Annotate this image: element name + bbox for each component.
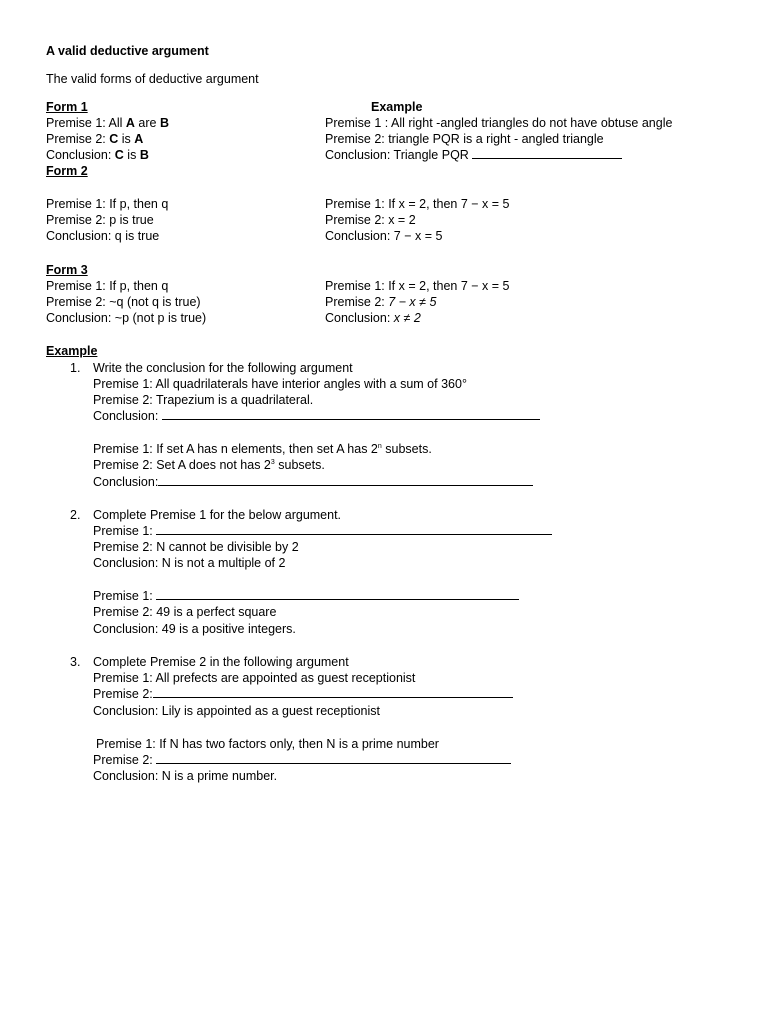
form1-heading: Form 1 xyxy=(46,100,88,114)
answer-blank[interactable] xyxy=(156,588,519,600)
question-3-number: 3. xyxy=(70,655,81,669)
form3-heading: Form 3 xyxy=(46,263,88,277)
form2-example-premise1: Premise 1: If x = 2, then 7 − x = 5 xyxy=(325,197,510,211)
form1-premise1: Premise 1: All A are B xyxy=(46,116,169,130)
q3b-premise2: Premise 2: xyxy=(93,752,511,768)
form3-conclusion: Conclusion: ~p (not p is true) xyxy=(46,311,207,325)
form2-example-premise2: Premise 2: x = 2 xyxy=(325,213,416,227)
question-2-instruction: Complete Premise 1 for the below argument. xyxy=(93,508,342,522)
form3-premise2: Premise 2: ~q (not q is true) xyxy=(46,295,201,309)
form3-premise1: Premise 1: If p, then q xyxy=(46,279,169,293)
answer-blank[interactable] xyxy=(158,474,533,486)
q2a-premise2: Premise 2: N cannot be divisible by 2 xyxy=(93,540,299,554)
q2b-premise2: Premise 2: 49 is a perfect square xyxy=(93,605,277,619)
form3-example-conclusion: Conclusion: x ≠ 2 xyxy=(325,311,421,325)
q3b-conclusion: Conclusion: N is a prime number. xyxy=(93,769,278,783)
form2-heading: Form 2 xyxy=(46,164,88,178)
form1-example-premise1: Premise 1 : All right -angled triangles do not have obtuse angle xyxy=(325,116,673,130)
question-2-number: 2. xyxy=(70,508,81,522)
q1b-premise1: Premise 1: If set A has n elements, then set A has 2$^n$ subsets. xyxy=(93,442,432,456)
q2a-conclusion: Conclusion: N is not a multiple of 2 xyxy=(93,556,286,570)
q1b-conclusion: Conclusion: xyxy=(93,474,533,490)
answer-blank[interactable] xyxy=(156,752,511,764)
answer-blank[interactable] xyxy=(156,523,552,535)
form1-example-premise2: Premise 2: triangle PQR is a right - angled triangle xyxy=(325,132,604,146)
answer-blank[interactable] xyxy=(162,408,540,420)
form3-example-premise1: Premise 1: If x = 2, then 7 − x = 5 xyxy=(325,279,510,293)
q1a-conclusion: Conclusion: xyxy=(93,408,540,424)
example-heading: Example xyxy=(46,344,98,358)
form1-conclusion: Conclusion: C is B xyxy=(46,148,149,162)
form1-premise2: Premise 2: C is A xyxy=(46,132,144,146)
example-column-header: Example xyxy=(371,100,423,114)
q3a-conclusion: Conclusion: Lily is appointed as a guest receptionist xyxy=(93,704,380,718)
q3b-premise1: Premise 1: If N has two factors only, then N is a prime number xyxy=(96,737,439,751)
form2-example-conclusion: Conclusion: 7 − x = 5 xyxy=(325,229,443,243)
form1-example-conclusion: Conclusion: Triangle PQR xyxy=(325,147,622,163)
form3-example-premise2: Premise 2: 7 − x ≠ 5 xyxy=(325,295,437,309)
question-3-instruction: Complete Premise 2 in the following argument xyxy=(93,655,349,669)
answer-blank[interactable] xyxy=(153,686,513,698)
form2-conclusion: Conclusion: q is true xyxy=(46,229,160,243)
q2a-premise1: Premise 1: xyxy=(93,523,552,539)
question-1-instruction: Write the conclusion for the following argument xyxy=(93,361,353,375)
form2-premise1: Premise 1: If p, then q xyxy=(46,197,169,211)
question-1-number: 1. xyxy=(70,361,81,375)
q2b-conclusion: Conclusion: 49 is a positive integers. xyxy=(93,622,296,636)
form2-premise2: Premise 2: p is true xyxy=(46,213,154,227)
q2b-premise1: Premise 1: xyxy=(93,588,519,604)
q3a-premise2: Premise 2: xyxy=(93,686,513,702)
answer-blank[interactable] xyxy=(472,147,622,159)
q3a-premise1: Premise 1: All prefects are appointed as guest receptionist xyxy=(93,671,416,685)
document-title: A valid deductive argument xyxy=(46,44,209,58)
q1a-premise1: Premise 1: All quadrilaterals have interior angles with a sum of 360° xyxy=(93,377,467,391)
q1a-premise2: Premise 2: Trapezium is a quadrilateral. xyxy=(93,393,314,407)
intro-text: The valid forms of deductive argument xyxy=(46,72,259,86)
q1b-premise2: Premise 2: Set A does not has $2^3$ subsets. xyxy=(93,458,325,472)
